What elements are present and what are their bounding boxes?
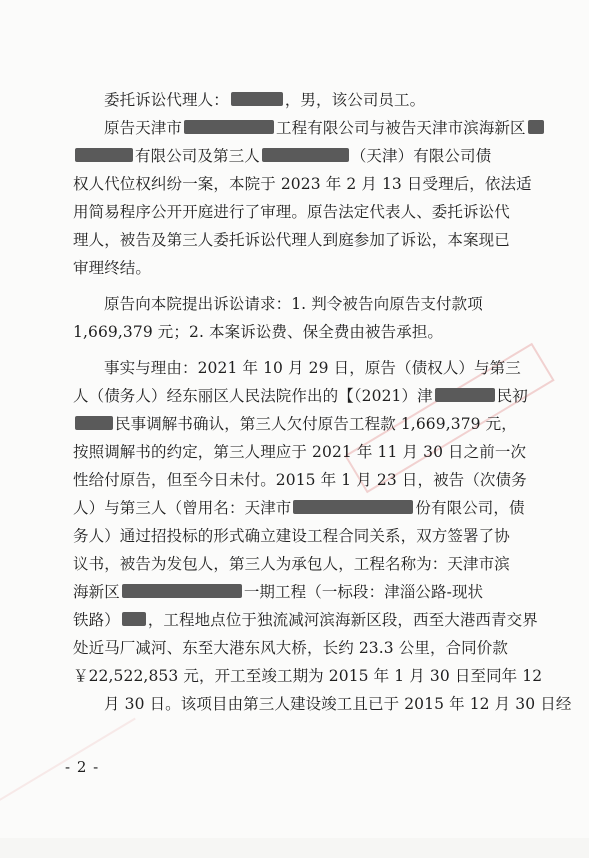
line-text: 工程有限公司与被告天津市滨海新区: [276, 119, 526, 137]
document-line: [73, 610, 538, 630]
line-text: 人）与第三人（曾用名：天津市: [73, 499, 292, 517]
document-line: [73, 666, 542, 686]
line-text: （天津）有限公司债: [350, 147, 492, 165]
document-line: [73, 498, 525, 518]
line-text: 用简易程序公开开庭进行了审理。原告法定代表人、委托诉讼代: [73, 203, 510, 221]
line-text: 份有限公司，债: [415, 499, 525, 517]
line-text: 性给付原告，但至今日未付。2015 年 1 月 23 日，被告（次债务: [73, 471, 527, 489]
line-text: 人（债务人）经东丽区人民法院作出的【（2021）津: [73, 387, 433, 405]
redacted-text: [435, 388, 495, 402]
redacted-text: [184, 120, 274, 134]
line-text: 月 30 日。该项目由第三人建设竣工且已于 2015 年 12 月 30 日经: [104, 695, 572, 713]
document-line: [73, 230, 510, 250]
redacted-text: [262, 148, 349, 162]
line-text: 一期工程（一标段：津淄公路-现状: [243, 583, 484, 601]
redacted-text: [75, 148, 133, 162]
document-line: [104, 90, 425, 110]
document-line: [73, 526, 510, 546]
line-text: 议书，被告为发包人，第三人为承包人，工程名称为：天津市滨: [73, 555, 510, 573]
document-line: [104, 118, 546, 138]
document-line: [73, 582, 483, 602]
redacted-text: [75, 416, 113, 430]
document-line: [73, 258, 151, 278]
page-number: - 2 -: [65, 758, 100, 776]
line-text: 1,669,379 元；2. 本案诉讼费、保全费由被告承担。: [73, 323, 444, 341]
document-line: [73, 638, 508, 658]
document-line: [73, 202, 510, 222]
line-text: ，工程地点位于独流减河滨海新区段，西至大港西青交界: [147, 611, 538, 629]
line-text: 原告向本院提出诉讼请求：1. 判令被告向原告支付款项: [104, 295, 483, 313]
line-text: 铁路）: [73, 611, 120, 629]
line-text: 理人，被告及第三人委托诉讼代理人到庭参加了诉讼，本案现已: [73, 231, 510, 249]
stamp-fragment: [0, 718, 164, 858]
document-line: [73, 174, 532, 194]
document-line: [73, 386, 528, 406]
redacted-text: [231, 92, 283, 106]
document-line: [73, 414, 517, 434]
document-line: [73, 442, 526, 462]
line-text: 海新区: [73, 583, 120, 601]
document-line: [73, 470, 527, 490]
line-text: 民初: [496, 387, 528, 405]
redacted-text: [122, 612, 146, 626]
line-text: 民事调解书确认，第三人欠付原告工程款 1,669,379 元，: [115, 415, 517, 433]
redacted-text: [293, 500, 413, 514]
line-text: 审理终结。: [73, 259, 152, 277]
line-text: 有限公司及第三人: [135, 147, 260, 165]
redacted-text: [122, 584, 242, 598]
line-text: 委托诉讼代理人：: [104, 91, 229, 109]
line-text: 按照调解书的约定，第三人理应于 2021 年 11 月 30 日之前一次: [73, 443, 527, 461]
line-text: ￥22,522,853 元，开工至竣工期为 2015 年 1 月 30 日至同年 12: [73, 667, 543, 685]
line-text: 事实与理由：2021 年 10 月 29 日，原告（债权人）与第三: [104, 359, 521, 377]
line-text: 务人）通过招投标的形式确立建设工程合同关系，双方签署了协: [73, 527, 510, 545]
document-line: [104, 694, 571, 714]
line-text: 权人代位权纠纷一案，本院于 2023 年 2 月 13 日受理后，依法适: [73, 175, 532, 193]
line-text: 处近马厂减河、东至大港东风大桥，长约 23.3 公里，合同价款: [73, 639, 508, 657]
document-line: [73, 146, 491, 166]
document-line: [73, 322, 443, 342]
redacted-text: [528, 120, 544, 134]
document-line: [104, 358, 521, 378]
document-line: [73, 554, 510, 574]
line-text: ，男，该公司员工。: [284, 91, 426, 109]
document-line: [104, 294, 483, 314]
line-text: 原告天津市: [104, 119, 183, 137]
